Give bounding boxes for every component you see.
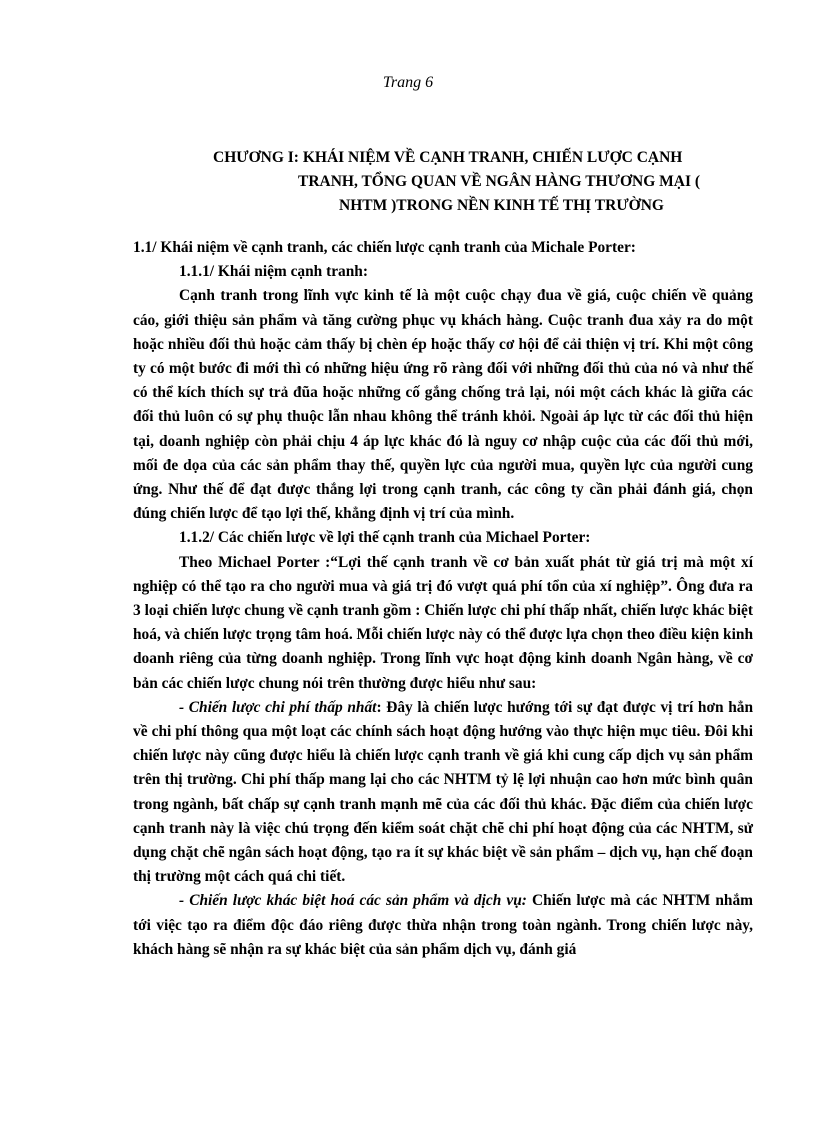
page-number: Trang 6 [382,74,434,91]
section-heading-1-1: 1.1/ Khái niệm về cạnh tranh, các chiến lược cạnh tranh của Michale Porter: [133,239,636,256]
chapter-title-line-3: NHTM )TRONG NỀN KINH TẾ THỊ TRƯỜNG [339,197,664,214]
chapter-title-line-2: TRANH, TỔNG QUAN VỀ NGÂN HÀNG THƯƠNG MẠI ( [298,173,701,190]
section-heading-1-1-1: 1.1.1/ Khái niệm cạnh tranh: [179,263,368,281]
section-heading-1-1-2: 1.1.2/ Các chiến lược về lợi thế cạnh tranh của Michael Porter: [179,529,591,547]
paragraph-cost-leadership [133,696,753,890]
chapter-title-line-1: CHƯƠNG I: KHÁI NIỆM VỀ CẠNH TRANH, CHIẾN LƯỢC CẠNH [213,149,683,166]
body-text [133,236,753,962]
differentiation-text: Chiến lược mà các NHTM nhắm tới việc tạo ra điểm độc đáo riêng được thừa nhận trong toàn ngành. Trong chiến lược này, khách hàng sẽ nhận ra sự khác biệt của sản phẩm dịch vụ, đánh giá [133,892,753,958]
paragraph-differentiation [133,889,753,962]
cost-leadership-label: - Chiến lược chi phí thấp nhất [179,698,377,716]
paragraph-porter-strategies: Theo Michael Porter :“Lợi thế cạnh tranh về cơ bản xuất phát từ giá trị mà một xí nghiệp có thể tạo ra cho người mua và giá trị đó vượt quá phí tổn của xí nghiệp”. Ông đưa ra 3 loại chiến lược chung về cạnh tranh gồm : Chiến lược chi phí thấp nhất, chiến lược khác biệt hoá, và chiến lược trọng tâm hoá. Mỗi chiến lược này có thể được lựa chọn theo điều kiện kinh doanh riêng của từng doanh nghiệp. Trong lĩnh vực hoạt động kinh doanh Ngân hàng, về cơ bản các chiến lược chung nói trên thường được hiểu như sau: [133,553,753,692]
paragraph-competition-definition: Cạnh tranh trong lĩnh vực kinh tế là một cuộc chạy đua về giá, cuộc chiến về quảng cáo, giới thiệu sản phẩm và tăng cường phục vụ khách hàng. Cuộc tranh đua xảy ra do một hoặc nhiều đối thủ hoặc cảm thấy bị chèn ép hoặc thấy cơ hội để cải thiện vị trí. Khi một công ty có một bước đi mới thì có những hiệu ứng rõ ràng đối với những đối thủ của nó và như thế có thể kích thích sự trả đũa hoặc những cố gắng chống trả lại, nói một cách khác là giữa các đối thủ luôn có sự phụ thuộc lẫn nhau không thể tránh khỏi. Ngoài áp lực từ các đối thủ hiện tại, doanh nghiệp còn phải chịu 4 áp lực khác đó là nguy cơ nhập cuộc của các đối thủ mới, mối đe dọa của các sản phẩm thay thế, quyền lực của người mua, quyền lực của người cung ứng. Như thế để đạt được thắng lợi trong cạnh tranh, các công ty cần phải đánh giá, chọn đúng chiến lược để tạo lợi thế, khẳng định vị trí của mình. [133,287,753,523]
cost-leadership-text: : Đây là chiến lược hướng tới sự đạt được vị trí hơn hẳn về chi phí thông qua một loạt các chính sách hoạt động hướng vào thực hiện mục tiêu. Đôi khi chiến lược này cũng được hiểu là chiến lược cạnh tranh về giá khi cung cấp dịch vụ sản phẩm trên thị trường. Chi phí thấp mang lại cho các NHTM tỷ lệ lợi nhuận cao hơn mức bình quân trong ngành, bất chấp sự cạnh tranh mạnh mẽ của các đối thủ khác. Đặc điểm của chiến lược cạnh tranh này là việc chú trọng đến kiểm soát chặt chẽ chi phí hoạt động của các NHTM, sử dụng chặt chẽ ngân sách hoạt động, tạo ra ít sự khác biệt về sản phẩm – dịch vụ, hạn chế đoạn thị trường một cách quá chi tiết. [133,698,754,886]
chapter-title [150,146,770,218]
differentiation-label: - Chiến lược khác biệt hoá các sản phẩm và dịch vụ: [179,892,527,910]
